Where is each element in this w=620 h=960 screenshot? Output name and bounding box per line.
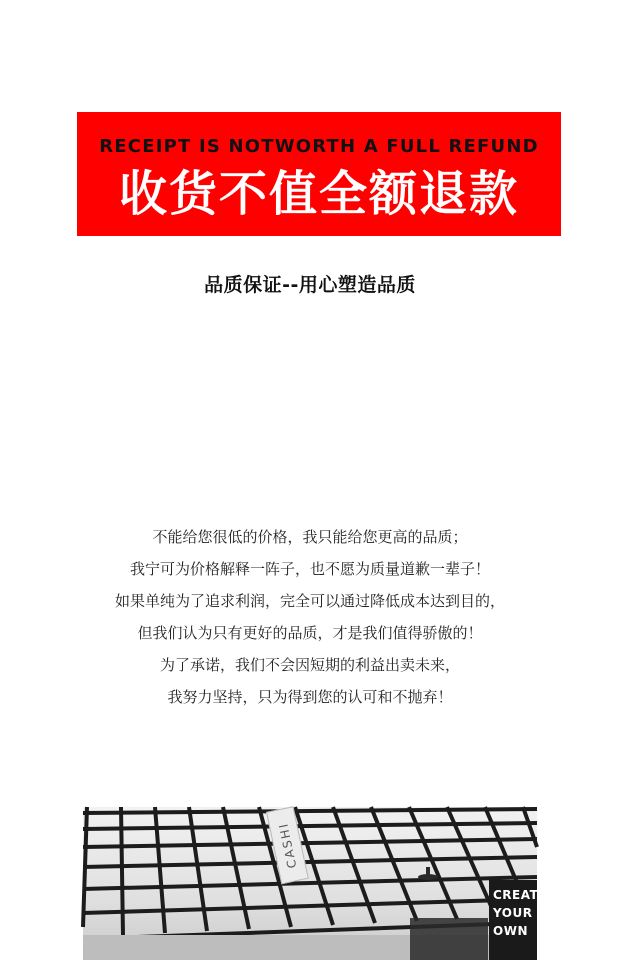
board-line: OWN [493, 924, 528, 938]
quality-subtitle: 品质保证--用心塑造品质 [204, 274, 416, 296]
banner-english-text: RECEIPT IS NOTWORTH A FULL REFUND [99, 136, 539, 157]
statement-line: 但我们认为只有更好的品质，才是我们值得骄傲的！ [137, 624, 483, 642]
banner-chinese-title: 收货不值全额退款 [118, 166, 519, 222]
statement-line: 不能给您很低的价格，我只能给您更高的品质； [152, 528, 468, 546]
statement-line: 我宁可为价格解释一阵子，也不愿为质量道歉一辈子！ [129, 560, 490, 578]
board-line: CREATE [493, 888, 547, 902]
wall-poster [410, 918, 488, 960]
red-banner [77, 112, 561, 236]
statement-line: 我努力坚持，只为得到您的认可和不抛弃！ [167, 688, 453, 706]
quality-statement [0, 521, 620, 713]
create-your-own-board [489, 880, 547, 960]
board-line: YOUR [493, 906, 533, 920]
cashier-sign-text: CASHI [275, 820, 300, 870]
statement-line: 如果单纯为了追求利润，完全可以通过降低成本达到目的， [114, 592, 505, 610]
statement-line: 为了承诺，我们不会因短期的利益出卖未来， [159, 656, 460, 674]
